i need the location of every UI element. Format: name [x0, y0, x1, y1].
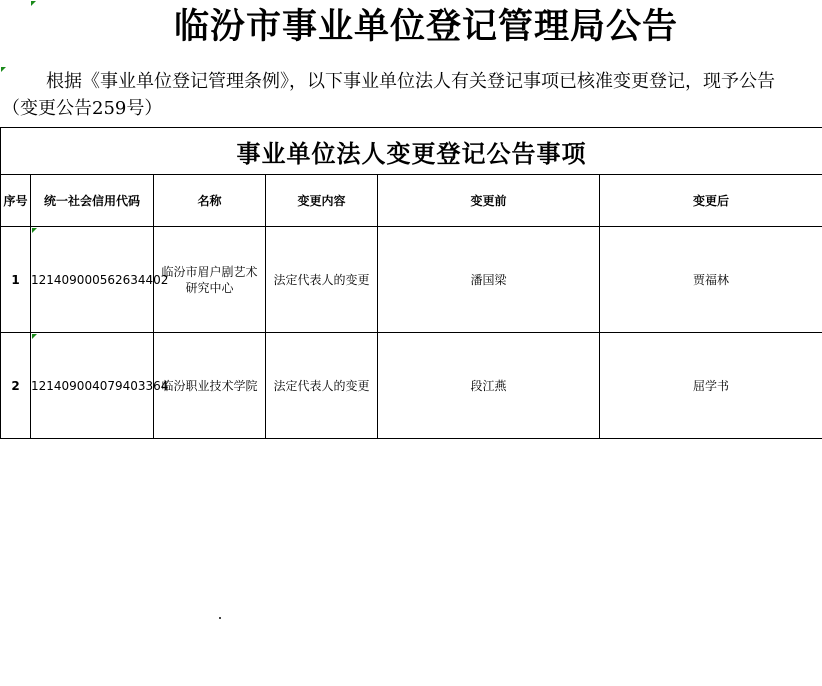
header-after: 变更后 — [600, 175, 822, 227]
row-credit-code — [31, 333, 169, 439]
header-name: 名称 — [154, 175, 266, 227]
page-title: 临汾市事业单位登记管理局公告 — [173, 6, 678, 47]
header-seq: 序号 — [1, 175, 31, 227]
table-row — [1, 227, 822, 333]
table-caption: 事业单位法人变更登记公告事项 — [1, 128, 822, 175]
row-change-content: 法定代表人的变更 — [266, 333, 378, 439]
cell-comment-marker — [32, 334, 37, 339]
row-name — [154, 227, 266, 333]
row-after: 贾福林 — [600, 227, 822, 333]
row-seq: 2 — [1, 333, 31, 439]
row-change-content: 法定代表人的变更 — [266, 227, 378, 333]
header-credit-code: 统一社会信用代码 — [31, 175, 154, 227]
header-change-content: 变更内容 — [266, 175, 378, 227]
row-name-text: 临汾职业技术学院 — [161, 378, 258, 393]
table-header-row — [1, 175, 822, 227]
notice-table — [0, 127, 822, 439]
row-name-text: 临汾市眉户剧艺术研究中心 — [161, 264, 258, 295]
row-credit-code — [31, 227, 169, 333]
cell-comment-marker — [32, 228, 37, 233]
row-after: 屈学书 — [600, 333, 822, 439]
table-caption-row — [1, 128, 822, 175]
row-seq: 1 — [1, 227, 31, 333]
row-before: 段江燕 — [378, 333, 600, 439]
header-before: 变更前 — [378, 175, 600, 227]
row-name — [154, 333, 266, 439]
row-before: 潘国梁 — [378, 227, 600, 333]
intro-paragraph: 根据《事业单位登记管理条例》，以下事业单位法人有关登记事项已核准变更登记，现予公告（变更公告259号） — [2, 71, 775, 119]
row-credit-code-text: 121409000562634402 — [31, 272, 169, 287]
table-row — [1, 333, 822, 439]
stray-dot — [219, 617, 221, 619]
row-credit-code-text: 121409004079403364 — [31, 378, 169, 393]
